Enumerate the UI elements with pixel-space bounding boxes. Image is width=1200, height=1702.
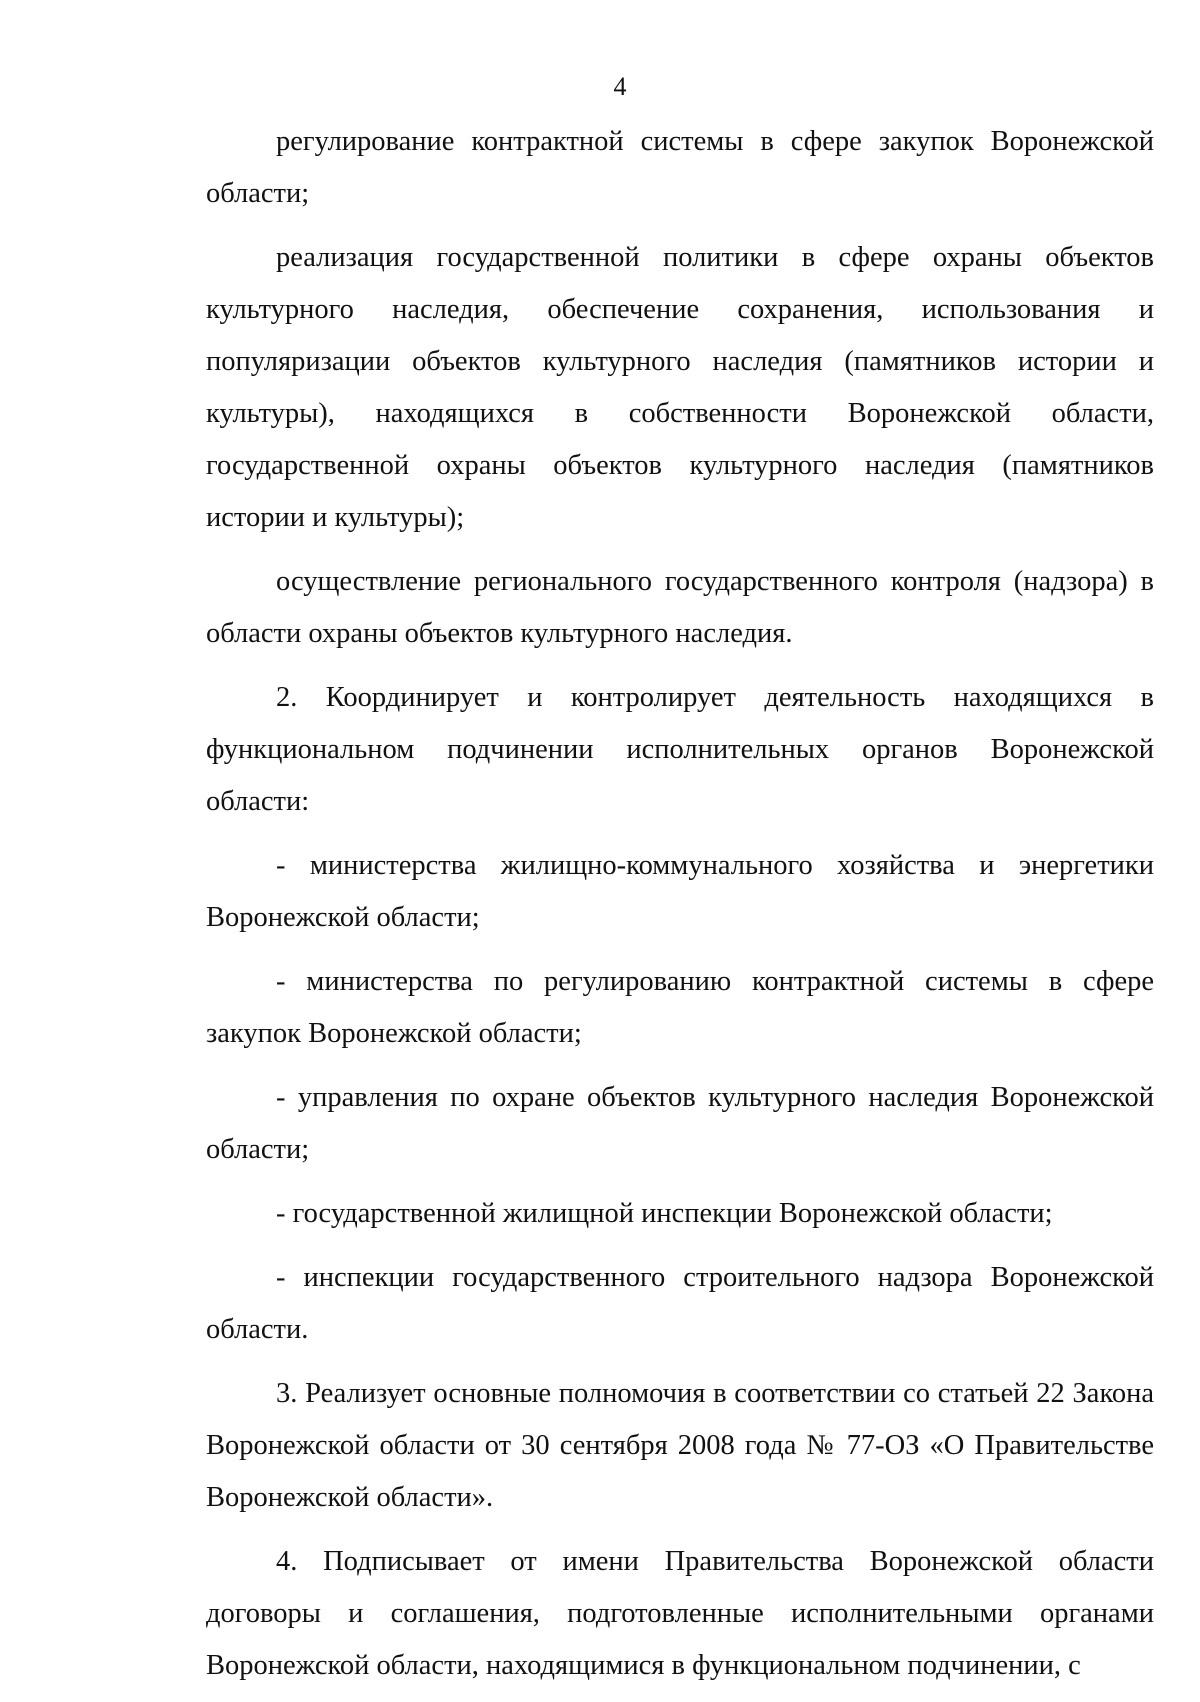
page-number: 4: [613, 72, 627, 101]
list-item-housing-inspection: - государственной жилищной инспекции Воронежской области;: [276, 1198, 1053, 1229]
document-body: [206, 116, 1154, 1692]
paragraph-main-powers: 3. Реализует основные полномочия в соответствии со статьей 22 Закона Воронежской области от 30 сентября 2008 года № 77-ОЗ «О Правительстве Воронежской области».: [206, 1378, 1154, 1513]
paragraph-cultural-heritage-policy: реализация государственной политики в сфере охраны объектов культурного наследия, обеспечение сохранения, использования и популяризации объектов культурного наследия (памятников истории и культуры), находящихся в собственности Воронежской области, государственной охраны объектов культурного наследия (памятников истории и культуры);: [206, 242, 1154, 533]
list-item-procurement-ministry: - министерства по регулированию контрактной системы в сфере закупок Воронежской области;: [206, 966, 1154, 1049]
paragraph-procurement-regulation: регулирование контрактной системы в сфере закупок Воронежской области;: [206, 126, 1154, 209]
list-item-construction-inspection: - инспекции государственного строительного надзора Воронежской области.: [206, 1262, 1154, 1345]
list-item-heritage-department: - управления по охране объектов культурного наследия Воронежской области;: [206, 1082, 1154, 1165]
paragraph-regional-control: осуществление регионального государственного контроля (надзора) в области охраны объектов культурного наследия.: [206, 566, 1154, 649]
list-item-housing-ministry: - министерства жилищно-коммунального хозяйства и энергетики Воронежской области;: [206, 850, 1154, 933]
paragraph-signs-agreements: 4. Подписывает от имени Правительства Воронежской области договоры и соглашения, подготовленные исполнительными органами Воронежской области, находящимися в функциональном подчинении, с: [206, 1546, 1154, 1681]
paragraph-coordinates-bodies: 2. Координирует и контролирует деятельность находящихся в функциональном подчинении исполнительных органов Воронежской области:: [206, 682, 1154, 817]
